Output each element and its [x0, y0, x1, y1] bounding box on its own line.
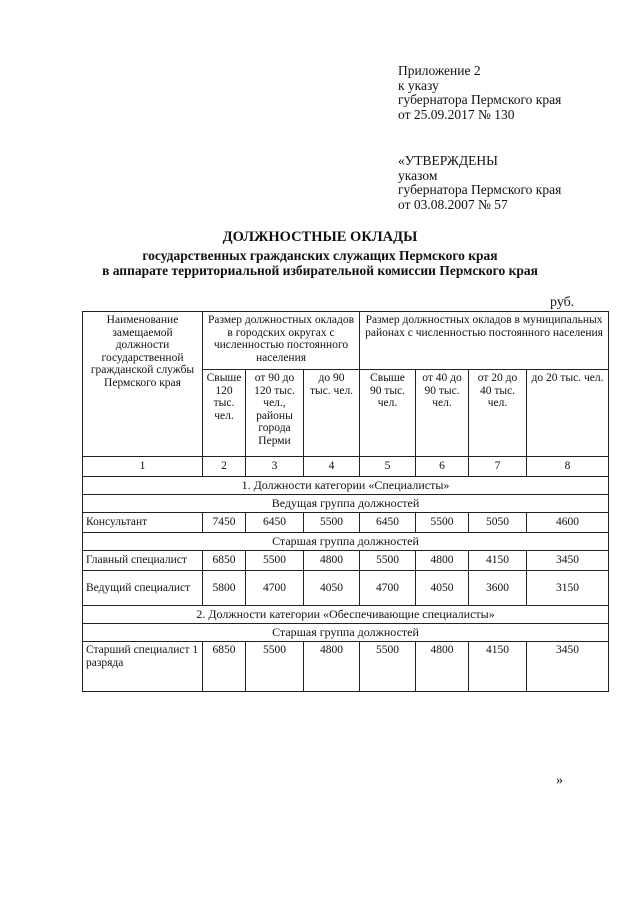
header-municipal-group: Размер должностных окладов в муниципальных районах с численностью постоянного населения — [360, 312, 609, 370]
salary-value: 4800 — [416, 551, 469, 571]
section-row — [83, 606, 609, 624]
salary-value: 4150 — [469, 642, 527, 692]
section-category: 2. Должности категории «Обеспечивающие специалисты» — [83, 606, 609, 624]
salary-value: 6450 — [360, 513, 416, 533]
closing-quote: » — [556, 773, 563, 788]
approval-line: «УТВЕРЖДЕНЫ — [398, 153, 498, 168]
column-number: 2 — [203, 457, 246, 477]
salary-value: 5500 — [246, 642, 304, 692]
salary-value: 5500 — [304, 513, 360, 533]
approval-line: указом — [398, 167, 438, 183]
currency-unit: руб. — [550, 295, 575, 310]
table-row — [83, 551, 609, 571]
column-number: 5 — [360, 457, 416, 477]
salary-value: 3150 — [527, 571, 609, 606]
approval-reference — [398, 154, 561, 212]
salary-value: 6850 — [203, 642, 246, 692]
appendix-reference — [398, 64, 561, 122]
column-number: 3 — [246, 457, 304, 477]
position-name: Ведущий специалист — [83, 571, 203, 606]
salary-value: 4050 — [416, 571, 469, 606]
column-number-row — [83, 457, 609, 477]
salary-value: 5500 — [360, 642, 416, 692]
section-category: 1. Должности категории «Специалисты» — [83, 477, 609, 495]
table-row — [83, 571, 609, 606]
salary-value: 4800 — [304, 642, 360, 692]
salary-value: 3600 — [469, 571, 527, 606]
salary-value: 4800 — [304, 551, 360, 571]
appendix-line: Приложение 2 — [398, 63, 481, 78]
column-number: 7 — [469, 457, 527, 477]
salary-value: 4150 — [469, 551, 527, 571]
section-row — [83, 495, 609, 513]
section-group: Ведущая группа должностей — [83, 495, 609, 513]
header-position-name: Наименование замещаемой должности государственной гражданской службы Пермского края — [83, 312, 203, 457]
salary-value: 4600 — [527, 513, 609, 533]
appendix-line: от 25.09.2017 № 130 — [398, 106, 515, 122]
salary-value: 6450 — [246, 513, 304, 533]
salary-value: 3450 — [527, 551, 609, 571]
header-municipal-col: Свыше 90 тыс. чел. — [360, 370, 416, 457]
header-urban-group: Размер должностных окладов в городских округах с численностью постоянного населения — [203, 312, 360, 370]
salary-value: 4700 — [246, 571, 304, 606]
salary-value: 5050 — [469, 513, 527, 533]
appendix-line: к указу — [398, 77, 439, 93]
header-municipal-col: от 20 до 40 тыс. чел. — [469, 370, 527, 457]
column-number: 4 — [304, 457, 360, 477]
section-group: Старшая группа должностей — [83, 624, 609, 642]
salary-table — [82, 311, 609, 692]
salary-value: 5500 — [360, 551, 416, 571]
header-municipal-col: от 40 до 90 тыс. чел. — [416, 370, 469, 457]
column-number: 1 — [83, 457, 203, 477]
header-row — [83, 312, 609, 370]
position-name: Консультант — [83, 513, 203, 533]
column-number: 6 — [416, 457, 469, 477]
document-subtitle-line: государственных гражданских служащих Пермского края — [142, 248, 498, 263]
section-row — [83, 477, 609, 495]
section-row — [83, 624, 609, 642]
approval-line: губернатора Пермского края — [398, 182, 562, 197]
salary-value: 5800 — [203, 571, 246, 606]
salary-value: 5500 — [416, 513, 469, 533]
position-name: Старший специалист 1 разряда — [83, 642, 203, 692]
approval-line: от 03.08.2007 № 57 — [398, 196, 508, 212]
header-municipal-col: до 20 тыс. чел. — [527, 370, 609, 457]
salary-value: 4700 — [360, 571, 416, 606]
position-name: Главный специалист — [83, 551, 203, 571]
table-row — [83, 642, 609, 692]
salary-value: 3450 — [527, 642, 609, 692]
header-urban-col: до 90 тыс. чел. — [304, 370, 360, 457]
header-urban-col: от 90 до 120 тыс. чел., районы города Перми — [246, 370, 304, 457]
document-title: ДОЛЖНОСТНЫЕ ОКЛАДЫ — [222, 229, 418, 245]
document-subtitle-line: в аппарате территориальной избирательной комиссии Пермского края — [102, 263, 538, 278]
appendix-line: губернатора Пермского края — [398, 92, 562, 107]
salary-value: 7450 — [203, 513, 246, 533]
column-number: 8 — [527, 457, 609, 477]
table-row — [83, 513, 609, 533]
salary-value: 5500 — [246, 551, 304, 571]
header-urban-col: Свыше 120 тыс. чел. — [203, 370, 246, 457]
salary-value: 4050 — [304, 571, 360, 606]
section-group: Старшая группа должностей — [83, 533, 609, 551]
section-row — [83, 533, 609, 551]
salary-value: 6850 — [203, 551, 246, 571]
salary-value: 4800 — [416, 642, 469, 692]
